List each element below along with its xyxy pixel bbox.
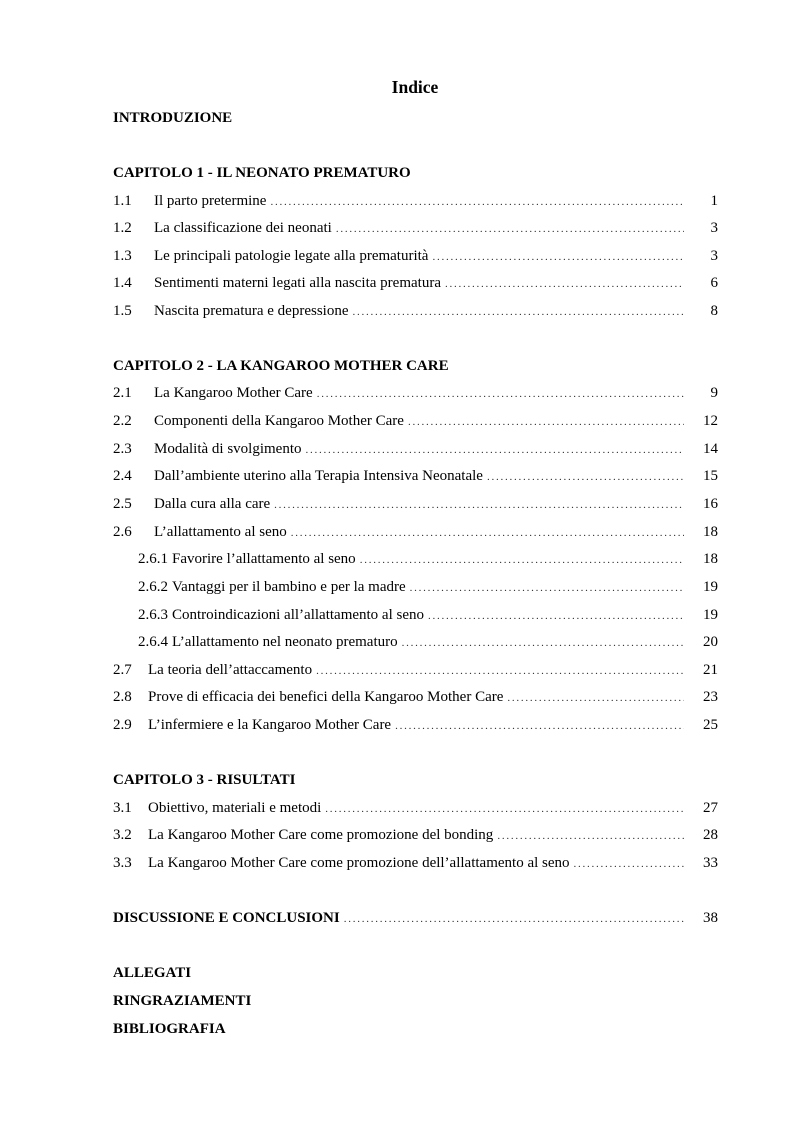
dot-leader [270, 192, 684, 210]
chapter-3-heading[interactable]: CAPITOLO 3 - RISULTATI [113, 772, 296, 788]
entry-page: 20 [703, 634, 718, 650]
entry-label: Dalla cura alla care [154, 496, 271, 512]
entry-page: 16 [703, 496, 718, 512]
dot-leader [344, 909, 684, 927]
dot-leader [432, 247, 684, 265]
toc-ringraziamenti[interactable]: RINGRAZIAMENTI [113, 993, 252, 1009]
dot-leader [445, 274, 684, 292]
entry-number: 3.1 [113, 800, 132, 816]
toc-discussione[interactable] [113, 909, 718, 927]
toc-entry-1-1[interactable] [113, 192, 718, 210]
entry-page: 19 [703, 607, 718, 623]
entry-number: 2.8 [113, 689, 132, 705]
entry-number: 2.3 [113, 441, 132, 457]
entry-page: 19 [703, 579, 718, 595]
dot-leader [402, 633, 684, 651]
entry-page: 18 [703, 551, 718, 567]
dot-leader [507, 688, 684, 706]
toc-entry-2-5[interactable] [113, 495, 718, 513]
entry-number: 2.2 [113, 413, 132, 429]
dot-leader [408, 412, 684, 430]
entry-number: 1.1 [113, 193, 132, 209]
toc-entry-2-2[interactable] [113, 412, 718, 430]
entry-page: 14 [703, 441, 718, 457]
entry-label: Dall’ambiente uterino alla Terapia Intensiva Neonatale [154, 468, 483, 484]
entry-number: 2.6.2 [138, 579, 168, 595]
entry-label: La Kangaroo Mother Care come promozione dell’allattamento al seno [148, 855, 570, 871]
entry-page: 1 [710, 193, 718, 209]
dot-leader [360, 550, 684, 568]
toc-entry-1-4[interactable] [113, 274, 718, 292]
entry-label: Componenti della Kangaroo Mother Care [154, 413, 404, 429]
toc-entry-3-2[interactable] [113, 826, 718, 844]
entry-label: Modalità di svolgimento [154, 441, 302, 457]
entry-label: L’allattamento al seno [154, 524, 287, 540]
entry-page: 12 [703, 413, 718, 429]
entry-page: 21 [703, 662, 718, 678]
entry-label: Le principali patologie legate alla prematurità [154, 248, 429, 264]
page-title: Indice [391, 77, 439, 97]
entry-label: L’infermiere e la Kangaroo Mother Care [148, 717, 392, 733]
entry-label: Favorire l’allattamento al seno [172, 551, 356, 567]
toc-entry-2-1[interactable] [113, 384, 718, 402]
entry-label: Obiettivo, materiali e metodi [148, 800, 322, 816]
entry-label: Prove di efficacia dei benefici della Kangaroo Mother Care [148, 689, 504, 705]
entry-number: 1.3 [113, 248, 132, 264]
entry-label: DISCUSSIONE E CONCLUSIONI [113, 910, 340, 926]
entry-label: Sentimenti materni legati alla nascita prematura [154, 275, 441, 291]
entry-label: La Kangaroo Mother Care [154, 385, 313, 401]
entry-label: La Kangaroo Mother Care come promozione del bonding [148, 827, 494, 843]
chapter-2-heading[interactable]: CAPITOLO 2 - LA KANGAROO MOTHER CARE [113, 358, 449, 374]
dot-leader [336, 219, 684, 237]
entry-page: 9 [710, 385, 718, 401]
toc-entry-2-6-3[interactable] [138, 606, 718, 624]
chapter-1-heading[interactable]: CAPITOLO 1 - IL NEONATO PREMATURO [113, 165, 411, 181]
toc-entry-2-7[interactable] [113, 661, 718, 679]
entry-number: 2.5 [113, 496, 132, 512]
dot-leader [487, 467, 684, 485]
toc-entry-1-2[interactable] [113, 219, 718, 237]
entry-label: Il parto pretermine [154, 193, 267, 209]
dot-leader [497, 826, 684, 844]
entry-number: 2.6.4 [138, 634, 168, 650]
entry-page: 8 [710, 303, 718, 319]
entry-number: 1.5 [113, 303, 132, 319]
entry-number: 2.1 [113, 385, 132, 401]
entry-label: L’allattamento nel neonato prematuro [172, 634, 398, 650]
dot-leader [317, 384, 684, 402]
dot-leader [274, 495, 684, 513]
toc-entry-2-3[interactable] [113, 440, 718, 458]
entry-number: 2.7 [113, 662, 132, 678]
entry-label: Vantaggi per il bambino e per la madre [172, 579, 406, 595]
toc-entry-2-6-2[interactable] [138, 578, 718, 596]
dot-leader [428, 606, 684, 624]
entry-number: 1.2 [113, 220, 132, 236]
toc-entry-1-3[interactable] [113, 247, 718, 265]
entry-label: La classificazione dei neonati [154, 220, 332, 236]
toc-entry-2-6[interactable] [113, 523, 718, 541]
toc-entry-1-5[interactable] [113, 302, 718, 320]
entry-page: 33 [703, 855, 718, 871]
entry-number: 2.6.3 [138, 607, 168, 623]
toc-introduzione[interactable]: INTRODUZIONE [113, 110, 233, 126]
entry-number: 3.3 [113, 855, 132, 871]
toc-allegati[interactable]: ALLEGATI [113, 965, 192, 981]
toc-entry-3-3[interactable] [113, 854, 718, 872]
entry-page: 3 [710, 220, 718, 236]
entry-page: 25 [703, 717, 718, 733]
toc-bibliografia[interactable]: BIBLIOGRAFIA [113, 1021, 226, 1037]
entry-page: 3 [710, 248, 718, 264]
entry-number: 2.9 [113, 717, 132, 733]
entry-number: 2.6 [113, 524, 132, 540]
entry-label: Controindicazioni all’allattamento al seno [172, 607, 425, 623]
entry-number: 2.6.1 [138, 551, 168, 567]
entry-number: 1.4 [113, 275, 132, 291]
dot-leader [291, 523, 684, 541]
toc-entry-2-4[interactable] [113, 467, 718, 485]
entry-page: 15 [703, 468, 718, 484]
dot-leader [574, 854, 684, 872]
entry-number: 2.4 [113, 468, 132, 484]
toc-entry-2-9[interactable] [113, 716, 718, 734]
entry-label: La teoria dell’attaccamento [148, 662, 313, 678]
dot-leader [353, 302, 685, 320]
dot-leader [395, 716, 684, 734]
entry-page: 27 [703, 800, 718, 816]
entry-label: Nascita prematura e depressione [154, 303, 349, 319]
entry-page: 6 [710, 275, 718, 291]
toc-entry-2-6-4[interactable] [138, 633, 718, 651]
entry-page: 23 [703, 689, 718, 705]
dot-leader [410, 578, 684, 596]
dot-leader [306, 440, 685, 458]
dot-leader [316, 661, 684, 679]
dot-leader [325, 799, 684, 817]
toc-entry-2-8[interactable] [113, 688, 718, 706]
entry-number: 3.2 [113, 827, 132, 843]
toc-entry-2-6-1[interactable] [138, 550, 718, 568]
toc-entry-3-1[interactable] [113, 799, 718, 817]
entry-page: 38 [703, 910, 718, 926]
entry-page: 28 [703, 827, 718, 843]
entry-page: 18 [703, 524, 718, 540]
